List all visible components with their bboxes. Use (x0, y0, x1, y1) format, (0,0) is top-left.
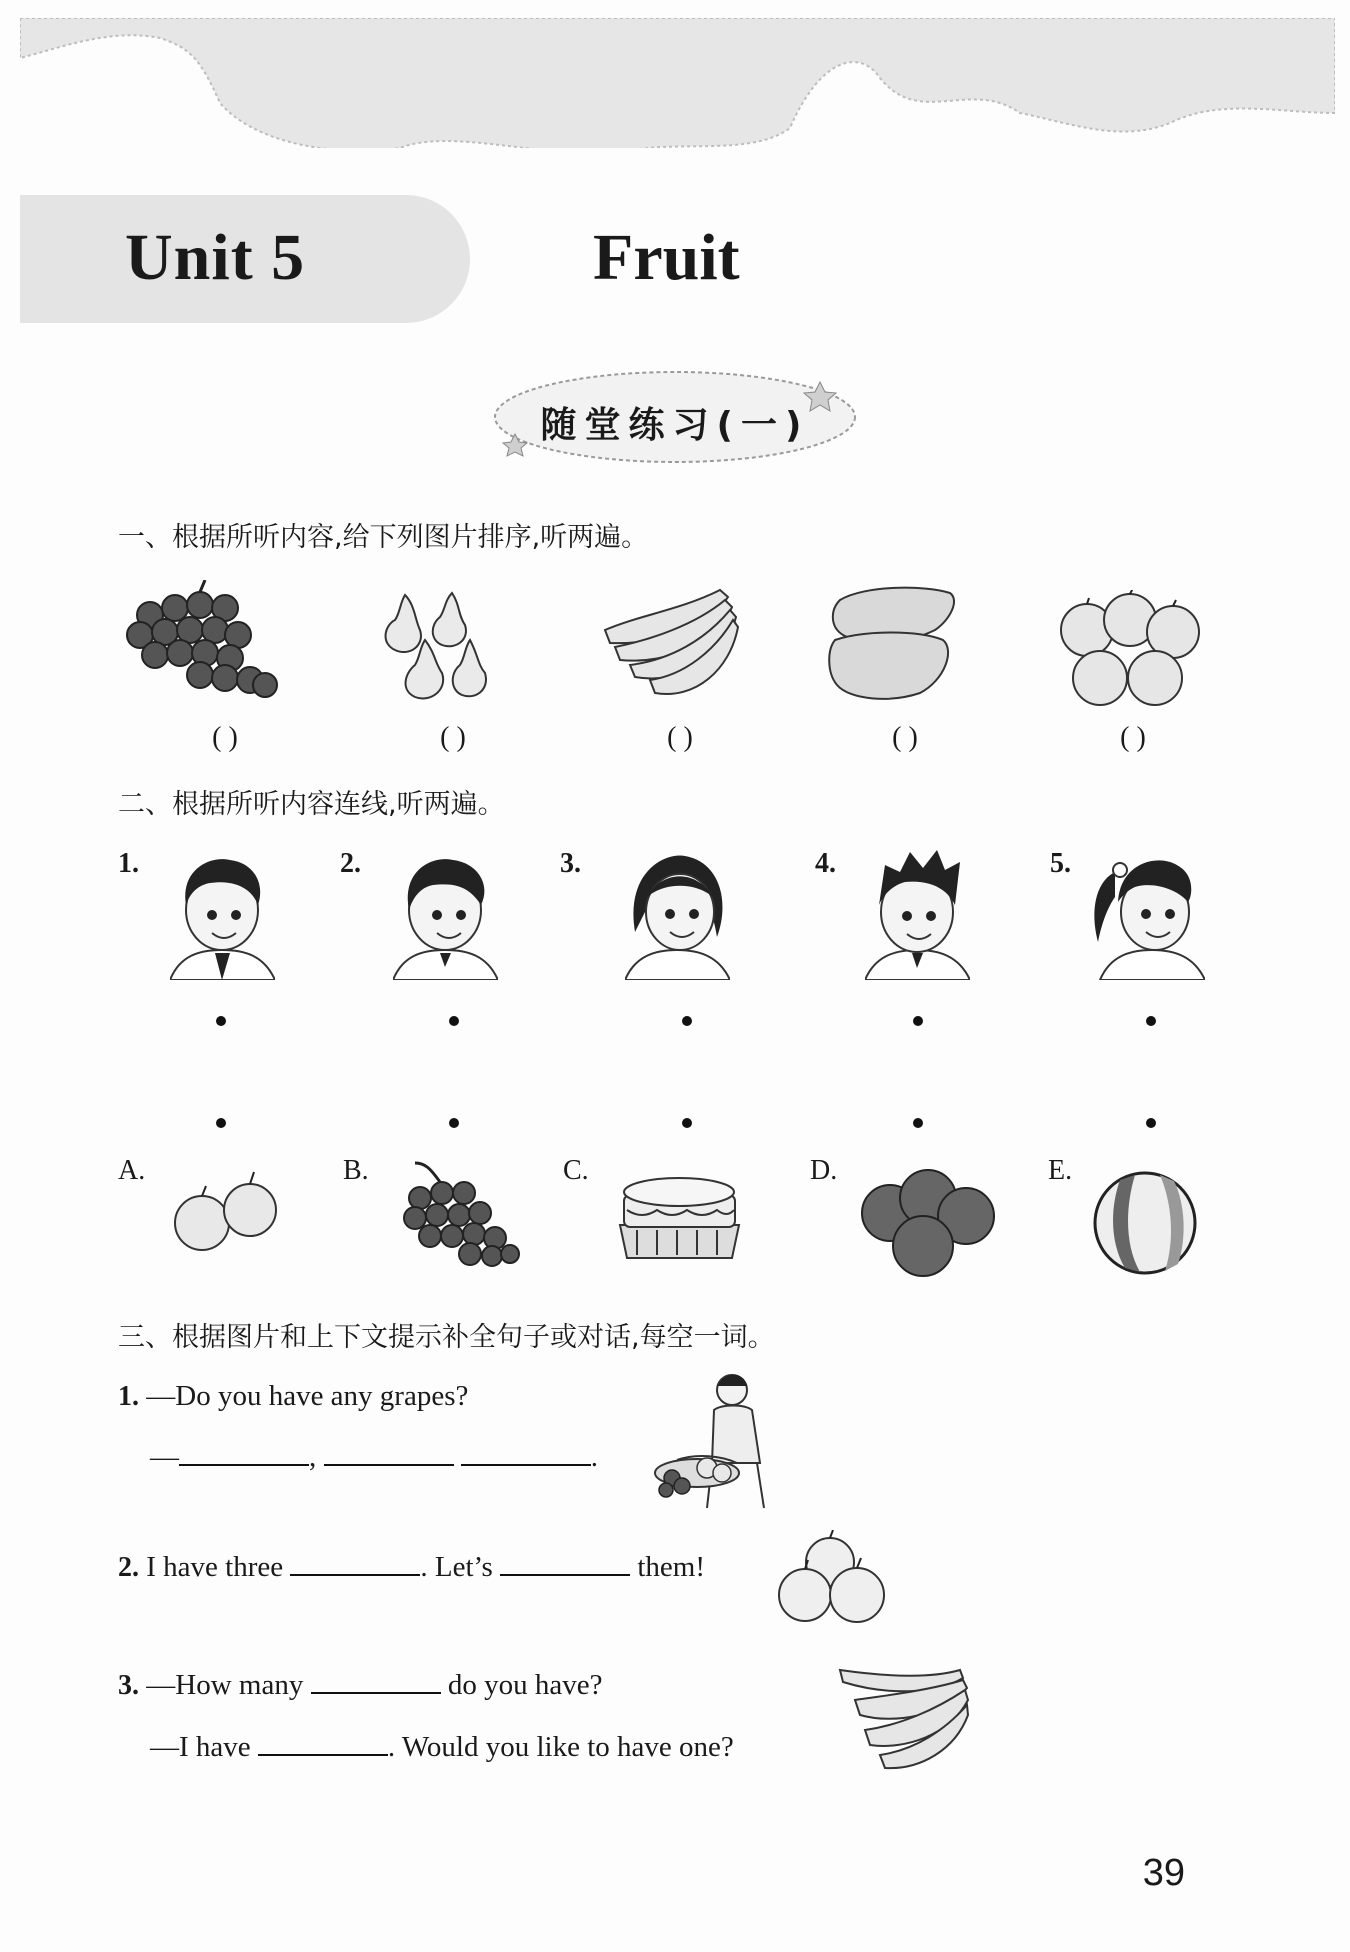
person-number-2: 2. (340, 848, 361, 879)
match-dot-bottom-4[interactable] (913, 1118, 923, 1128)
option-letter-c: C. (563, 1155, 589, 1186)
question-2-text-3: them! (637, 1551, 706, 1583)
question-3-line-2 (150, 1730, 734, 1764)
dash: — (150, 1441, 179, 1473)
three-apples-icon (775, 1530, 890, 1625)
bananas-icon (835, 1660, 970, 1775)
cloud-banner (20, 18, 1335, 148)
match-dot-top-2[interactable] (449, 1016, 459, 1026)
match-dot-bottom-2[interactable] (449, 1118, 459, 1128)
cake-icon (612, 1170, 747, 1260)
question-1-line-2 (150, 1440, 598, 1474)
question-1-line-1 (118, 1380, 468, 1413)
question-2-text-2: . Let’s (420, 1551, 493, 1583)
question-3-text-2: do you have? (447, 1669, 603, 1701)
question-2-text-1: I have three (146, 1551, 284, 1583)
option-letter-e: E. (1048, 1155, 1073, 1186)
practice-title: 随堂练习(一) (540, 405, 810, 446)
match-dot-top-4[interactable] (913, 1016, 923, 1026)
answer-blank-1a[interactable] (179, 1440, 309, 1466)
comma: , (309, 1441, 317, 1473)
answer-paren-4[interactable]: ( ) (892, 722, 918, 753)
answer-paren-1[interactable]: ( ) (212, 722, 238, 753)
person-number-1: 1. (118, 848, 139, 879)
section1-heading: 一、根据所听内容,给下列图片排序,听两遍。 (118, 522, 649, 553)
answer-paren-5[interactable]: ( ) (1120, 722, 1146, 753)
girl-ponytail-icon (1090, 852, 1205, 980)
period: . (590, 1441, 598, 1473)
section2-heading: 二、根据所听内容连线,听两遍。 (118, 789, 505, 820)
apples-icon (172, 1168, 282, 1253)
answer-blank-2a[interactable] (290, 1550, 420, 1576)
answer-paren-3[interactable]: ( ) (667, 722, 693, 753)
question-3-text-4: . Would you like to have one? (387, 1731, 734, 1763)
question-3-line-1 (118, 1668, 602, 1702)
page-number: 39 (1142, 1852, 1185, 1894)
boy-icon (865, 850, 970, 980)
question-2-line (118, 1550, 705, 1584)
grapes-icon (400, 1158, 520, 1268)
person-number-4: 4. (815, 848, 836, 879)
question-3-number: 3. (118, 1670, 139, 1701)
answer-blank-1b[interactable] (324, 1440, 454, 1466)
question-1-text: —Do you have any grapes? (146, 1380, 469, 1412)
answer-blank-3a[interactable] (311, 1668, 441, 1694)
mangoes-icon (825, 585, 960, 705)
option-letter-b: B. (343, 1155, 369, 1186)
unit-name: Fruit (593, 221, 740, 294)
girl-icon (625, 852, 730, 980)
unit-title: Unit 5 (125, 221, 306, 294)
match-dot-bottom-3[interactable] (682, 1118, 692, 1128)
match-dot-top-5[interactable] (1146, 1016, 1156, 1026)
match-dot-top-3[interactable] (682, 1016, 692, 1026)
match-dot-bottom-1[interactable] (216, 1118, 226, 1128)
question-3-text-1: —How many (146, 1669, 304, 1701)
boy-icon (393, 855, 498, 980)
option-letter-a: A. (118, 1155, 146, 1186)
answer-blank-2b[interactable] (500, 1550, 630, 1576)
oranges-icon (858, 1168, 998, 1278)
boy-with-fruit-basket-icon (652, 1368, 777, 1513)
apples-icon (1055, 590, 1210, 710)
pears-icon (380, 585, 495, 710)
answer-blank-3b[interactable] (258, 1730, 388, 1756)
ball-icon (1090, 1168, 1200, 1278)
boy-icon (170, 855, 275, 980)
question-1-number: 1. (118, 1381, 139, 1412)
person-number-3: 3. (560, 848, 581, 879)
section3-heading: 三、根据图片和上下文提示补全句子或对话,每空一词。 (118, 1322, 775, 1353)
match-dot-top-1[interactable] (216, 1016, 226, 1026)
match-dot-bottom-5[interactable] (1146, 1118, 1156, 1128)
grapes-icon (120, 580, 280, 705)
answer-paren-2[interactable]: ( ) (440, 722, 466, 753)
question-2-number: 2. (118, 1552, 139, 1583)
bananas-icon (600, 585, 740, 705)
option-letter-d: D. (810, 1155, 838, 1186)
answer-blank-1c[interactable] (461, 1440, 591, 1466)
question-3-text-3: —I have (150, 1731, 251, 1763)
person-number-5: 5. (1050, 848, 1071, 879)
